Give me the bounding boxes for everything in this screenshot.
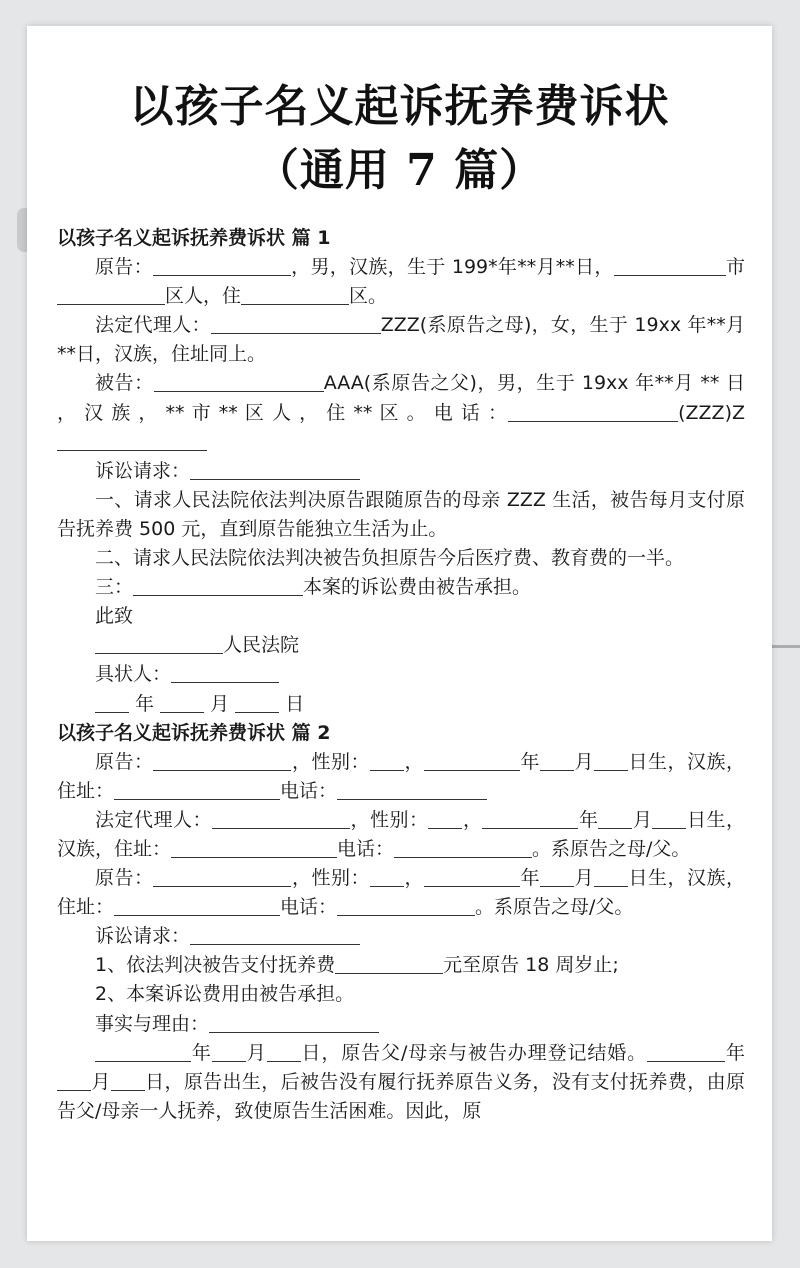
blank-field bbox=[267, 1041, 301, 1062]
blank-field bbox=[95, 1041, 191, 1062]
blank-field bbox=[57, 284, 165, 305]
blank-field bbox=[209, 1012, 379, 1033]
blank-field bbox=[212, 1041, 246, 1062]
blank-field bbox=[111, 1070, 145, 1091]
blank-field bbox=[114, 779, 280, 800]
blank-field bbox=[594, 866, 628, 887]
blank-field bbox=[241, 284, 349, 305]
blank-field bbox=[190, 459, 360, 480]
court-line: 人民法院 bbox=[57, 631, 745, 660]
document-title: 以孩子名义起诉抚养费诉状 bbox=[129, 81, 670, 132]
blank-field bbox=[160, 692, 204, 713]
blank-field bbox=[394, 837, 532, 858]
defendant-paragraph: 被告： AAA(系原告之父)，男，生于 19xx 年**月 ** 日 ， 汉 族 ， ** 市 ** 区 人 ， 住 ** 区 。 电 话 ： (ZZZ)Z bbox=[57, 369, 745, 456]
blank-field bbox=[211, 313, 381, 334]
blank-field bbox=[337, 895, 475, 916]
blank-field bbox=[482, 808, 578, 829]
blank-field bbox=[424, 866, 520, 887]
facts-label: 事实与理由： bbox=[57, 1010, 745, 1039]
blank-field bbox=[337, 779, 487, 800]
blank-field bbox=[647, 1041, 725, 1062]
blank-field bbox=[424, 750, 520, 771]
blank-field bbox=[652, 808, 686, 829]
blank-field bbox=[508, 401, 678, 422]
blank-field bbox=[540, 750, 574, 771]
blank-field bbox=[57, 1070, 91, 1091]
blank-field bbox=[614, 255, 692, 276]
claim-2: 二、请求人民法院依法判决被告负担原告今后医疗费、教育费的一半。 bbox=[95, 547, 685, 570]
plaintiff-paragraph-2: 原告： ，性别： ， 年 月 日生，汉族，住址： 电话： bbox=[57, 750, 745, 802]
blank-field bbox=[114, 895, 280, 916]
blank-field bbox=[153, 866, 291, 887]
blank-field bbox=[57, 430, 207, 451]
claims-label-2: 诉讼请求： bbox=[57, 922, 745, 951]
claim-2-2: 2、本案诉讼费用由被告承担。 bbox=[95, 983, 355, 1006]
blank-field bbox=[95, 633, 223, 654]
section-heading-2: 以孩子名义起诉抚养费诉状 篇 2 bbox=[57, 721, 331, 744]
blank-field bbox=[171, 837, 337, 858]
date-line: 年 月 日 bbox=[57, 690, 745, 719]
claim-3: 三： 本案的诉讼费由被告承担。 bbox=[95, 576, 532, 599]
document-body bbox=[57, 224, 745, 1126]
blank-field bbox=[370, 866, 404, 887]
claim-2-1: 1、依法判决被告支付抚养费 元至原告 18 周岁止; bbox=[95, 954, 619, 977]
claim-1: 一、请求人民法院依法判决原告跟随原告的母亲 ZZZ 生活，被告每月支付原告抚养费 500 元，直到原告能独立生活为止。 bbox=[57, 488, 745, 540]
blank-field bbox=[95, 692, 129, 713]
plaintiff-paragraph: 原告： ，男，汉族，生于 199*年**月**日， 市区人，住 区。 bbox=[57, 253, 745, 311]
blank-field bbox=[153, 750, 291, 771]
claims-label: 诉讼请求： bbox=[57, 457, 745, 486]
blank-field bbox=[212, 808, 350, 829]
blank-field bbox=[540, 866, 574, 887]
plaintiff-paragraph-3: 原告： ，性别： ， 年 月 日生，汉族，住址： 电话： 。系原告之母/父。 bbox=[57, 867, 745, 919]
closing-salutation: 此致 bbox=[95, 605, 134, 628]
blank-field bbox=[428, 808, 462, 829]
page-edge-marker bbox=[772, 645, 800, 648]
signer-line: 具状人： bbox=[57, 660, 745, 689]
blank-field bbox=[154, 372, 324, 393]
document-page bbox=[27, 26, 772, 1241]
blank-field bbox=[235, 692, 279, 713]
blank-field bbox=[598, 808, 632, 829]
blank-field bbox=[171, 662, 279, 683]
facts-paragraph: 年 月 日，原告父/母亲与被告办理登记结婚。 年月 日，原告出生，后被告没有履行抚养原告义务，没有支付抚养费，由原告父/母亲一人抚养，致使原告生活困难。因此，原 bbox=[57, 1041, 745, 1122]
representative-paragraph: 法定代理人： ZZZ(系原告之母)，女，生于 19xx 年**月**日，汉族，住址同上。 bbox=[57, 314, 745, 366]
blank-field bbox=[133, 575, 303, 596]
section-heading-1: 以孩子名义起诉抚养费诉状 篇 1 bbox=[57, 227, 331, 249]
representative-paragraph-2: 法定代理人： ，性别： ， 年 月 日生，汉族，住址： 电话： 。系原告之母/父。 bbox=[57, 808, 745, 860]
blank-field bbox=[153, 255, 291, 276]
document-subtitle: （通用 7 篇） bbox=[254, 145, 545, 196]
blank-field bbox=[594, 750, 628, 771]
blank-field bbox=[190, 924, 360, 945]
blank-field bbox=[370, 750, 404, 771]
blank-field bbox=[692, 255, 726, 276]
blank-field bbox=[335, 953, 443, 974]
